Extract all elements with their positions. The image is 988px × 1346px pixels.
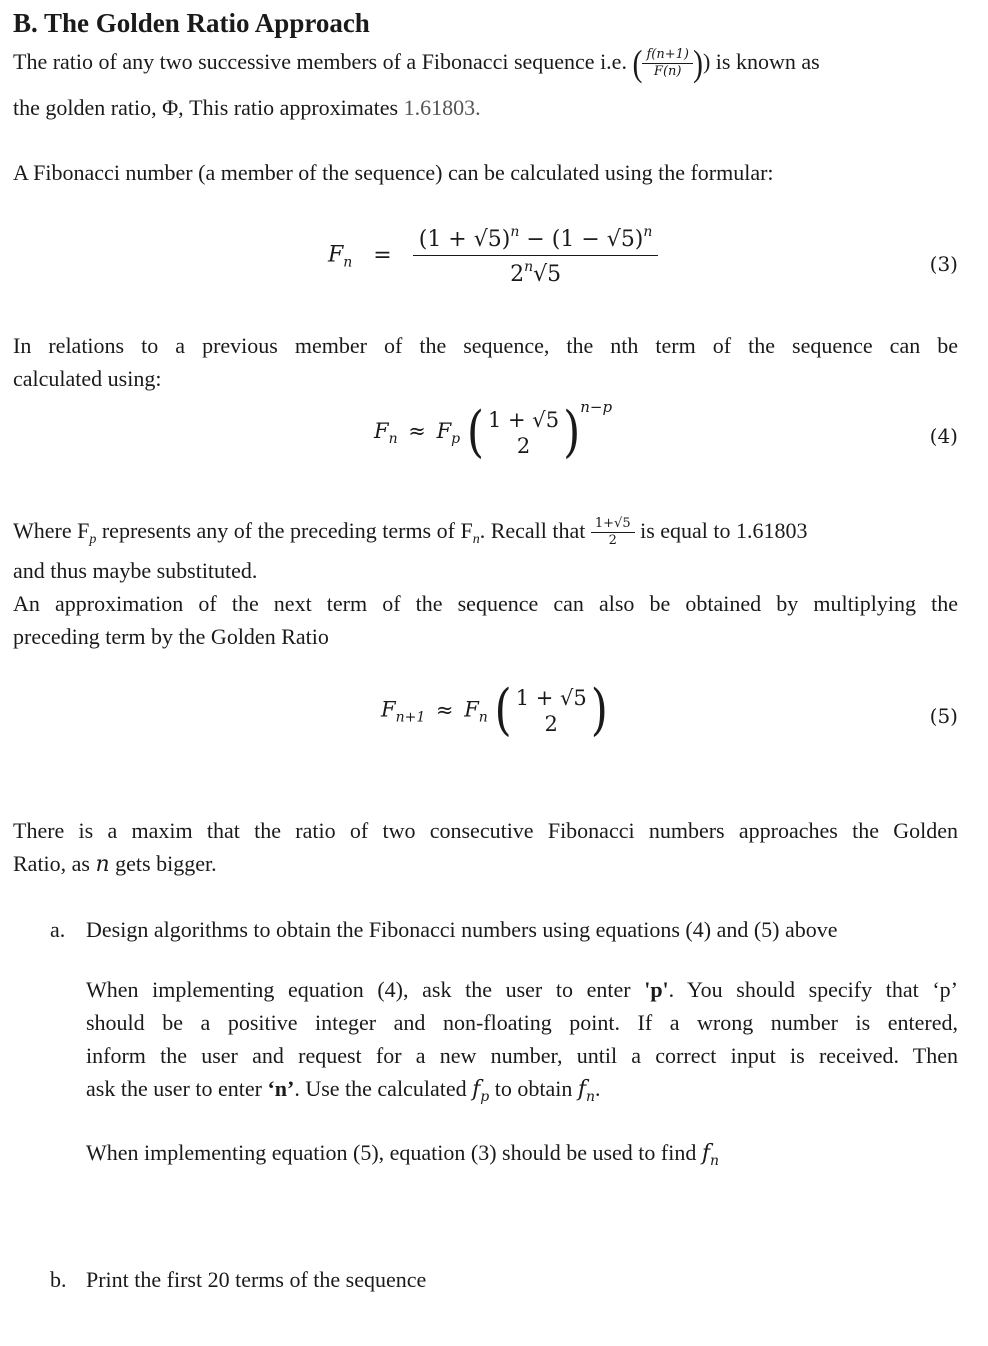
equation-5 xyxy=(381,678,608,743)
eq5-frac-num: 1 + √5 xyxy=(515,686,587,710)
relation-text-1: In relations to a previous member of the sequence, the nth term of the sequence can be xyxy=(13,333,958,358)
where-line-3 xyxy=(13,587,958,620)
p1-line4-c: to obtain xyxy=(494,1076,573,1101)
maxim-text-a: Ratio, as xyxy=(13,851,90,876)
p1-line1-a: When implementing equation (4), ask the user to enter xyxy=(86,977,645,1002)
p1-fn-sub: n xyxy=(585,1089,596,1105)
where-sub-p: p xyxy=(89,532,97,547)
ratio-numerator: f(n+1) xyxy=(642,48,693,64)
formula-intro: A Fibonacci number (a member of the sequence) can be calculated using the formular: xyxy=(13,160,774,185)
where-frac-den: 2 xyxy=(608,533,617,549)
eq3-num-sup-a: n xyxy=(510,224,520,240)
p2-fn: f xyxy=(701,1141,711,1166)
where-line-2: and thus maybe substituted. xyxy=(13,558,258,583)
eq4-frac-num: 1 + √5 xyxy=(488,407,560,432)
ratio-close-paren: ) xyxy=(692,42,703,84)
item-a-p2 xyxy=(86,1136,719,1178)
where-line-4: preceding term by the Golden Ratio xyxy=(13,624,329,649)
eq5-frac-den: 2 xyxy=(544,712,558,736)
relation-line-1 xyxy=(13,329,958,362)
p1-line4-b: . Use the calculated xyxy=(294,1076,467,1101)
p1-line3: inform the user and request for a new number, until a correct input is received. Then xyxy=(86,1043,958,1068)
where-sub-n: n xyxy=(472,532,480,547)
eq5-fraction xyxy=(512,686,591,736)
eq3-denominator xyxy=(413,256,659,287)
item-a-p1-line3 xyxy=(86,1039,958,1072)
ratio-open-paren: ( xyxy=(632,42,643,84)
eq4-exponent: n−p xyxy=(580,398,613,416)
eq4-approx: ≈ xyxy=(408,419,426,443)
eq4-fraction xyxy=(484,408,563,458)
eq4-rhs: F xyxy=(436,419,452,443)
maxim-n: n xyxy=(95,852,110,877)
p1-fp-sub: p xyxy=(480,1089,490,1105)
ratio-denominator: F(n) xyxy=(653,64,682,80)
eq3-den-sup: n xyxy=(524,259,534,275)
p2-fn-sub: n xyxy=(710,1153,720,1169)
intro-line-2 xyxy=(13,91,481,124)
intro-line-1: The ratio of any two successive members of a Fibonacci sequence i.e. ( $\frac{f(n+1)}{F(n)}$ )) is known as xyxy=(13,42,820,84)
eq4-rhs-sub: p xyxy=(451,431,461,447)
eq3-numerator xyxy=(413,224,659,256)
eq3-equals: = xyxy=(373,242,392,268)
eq5-lhs: F xyxy=(381,697,396,722)
item-a-marker: a. xyxy=(50,917,66,942)
eq3-num-sup-b: n xyxy=(643,224,653,240)
section-heading: B. The Golden Ratio Approach xyxy=(13,8,370,38)
p1-line4-bold: ‘n’ xyxy=(267,1076,295,1101)
intro-text-a: The ratio of any two successive members of a Fibonacci sequence i.e. xyxy=(13,49,627,74)
p1-fn: f xyxy=(577,1077,586,1102)
eq4-close-paren: ) xyxy=(563,400,581,464)
eq3-lhs: F xyxy=(328,242,344,268)
intro-line2-text: the golden ratio, Φ, This ratio approximates xyxy=(13,95,399,120)
eq4-label: (4) xyxy=(929,424,958,448)
equation-3 xyxy=(328,224,658,287)
p1-line4-end: . xyxy=(595,1076,601,1101)
maxim-text-b: gets bigger. xyxy=(115,851,217,876)
item-a-p1-line1-content xyxy=(86,973,958,1006)
where-text-b: represents any of the preceding terms of F xyxy=(96,518,473,543)
eq4-frac-den: 2 xyxy=(516,433,531,458)
where-text-d: is equal to 1.61803 xyxy=(640,518,808,543)
golden-ratio-value: 1.61803. xyxy=(403,95,481,120)
item-b-marker: b. xyxy=(50,1267,67,1292)
where-text-c: . Recall that xyxy=(479,518,586,543)
item-a-p1-line4 xyxy=(86,1072,601,1114)
p1-line1-b: . You should specify that ‘p’ xyxy=(668,977,959,1002)
p1-line1-bold: 'p' xyxy=(644,977,669,1002)
eq3-den-base: 2 xyxy=(510,262,525,287)
relation-line-2: calculated using: xyxy=(13,366,162,391)
eq4-lhs-sub: n xyxy=(388,431,398,447)
where-fraction xyxy=(591,517,635,548)
eq5-rhs-sub: n xyxy=(478,709,488,726)
maxim-line-2 xyxy=(13,847,217,881)
eq3-num-part-a: (1 + √5) xyxy=(418,227,511,252)
eq3-num-part-b: − (1 − √5) xyxy=(519,227,644,252)
eq5-close-paren: ) xyxy=(590,678,608,743)
eq5-rhs: F xyxy=(464,697,479,722)
item-a-text: Design algorithms to obtain the Fibonacci numbers using equations (4) and (5) above xyxy=(86,917,838,942)
eq3-fraction xyxy=(413,224,659,287)
where-text-3: An approximation of the next term of the sequence can also be obtained by multiplying the xyxy=(13,591,958,616)
eq3-den-root: √5 xyxy=(533,262,562,287)
p1-fp: f xyxy=(472,1077,481,1102)
eq5-approx: ≈ xyxy=(435,697,454,722)
item-b-text: Print the first 20 terms of the sequence xyxy=(86,1267,427,1292)
where-frac-num: 1+√5 xyxy=(591,517,635,533)
eq5-open-paren: ( xyxy=(494,678,512,743)
maxim-text-1: There is a maxim that the ratio of two consecutive Fibonacci numbers approaches the Golden xyxy=(13,818,958,843)
intro-text-b: is known as xyxy=(715,49,820,74)
item-a-p1-line1 xyxy=(86,973,958,1006)
p1-line2: should be a positive integer and non-floating point. If a wrong number is entered, xyxy=(86,1010,958,1035)
eq5-label: (5) xyxy=(929,704,958,728)
eq4-open-paren: ( xyxy=(466,400,484,464)
where-line-1 xyxy=(13,514,808,556)
ratio-fraction xyxy=(642,48,693,79)
eq4-lhs: F xyxy=(374,419,389,443)
where-text-a: Where F xyxy=(13,518,90,543)
equation-4 xyxy=(374,398,613,464)
eq3-label: (3) xyxy=(929,252,958,276)
eq5-lhs-sub: n+1 xyxy=(395,709,426,726)
maxim-line-1 xyxy=(13,814,958,847)
p1-line4-a: ask the user to enter xyxy=(86,1076,268,1101)
eq3-lhs-sub: n xyxy=(343,254,353,271)
item-a-p1-line2 xyxy=(86,1006,958,1039)
p2-text: When implementing equation (5), equation (3) should be used to find xyxy=(86,1140,697,1165)
